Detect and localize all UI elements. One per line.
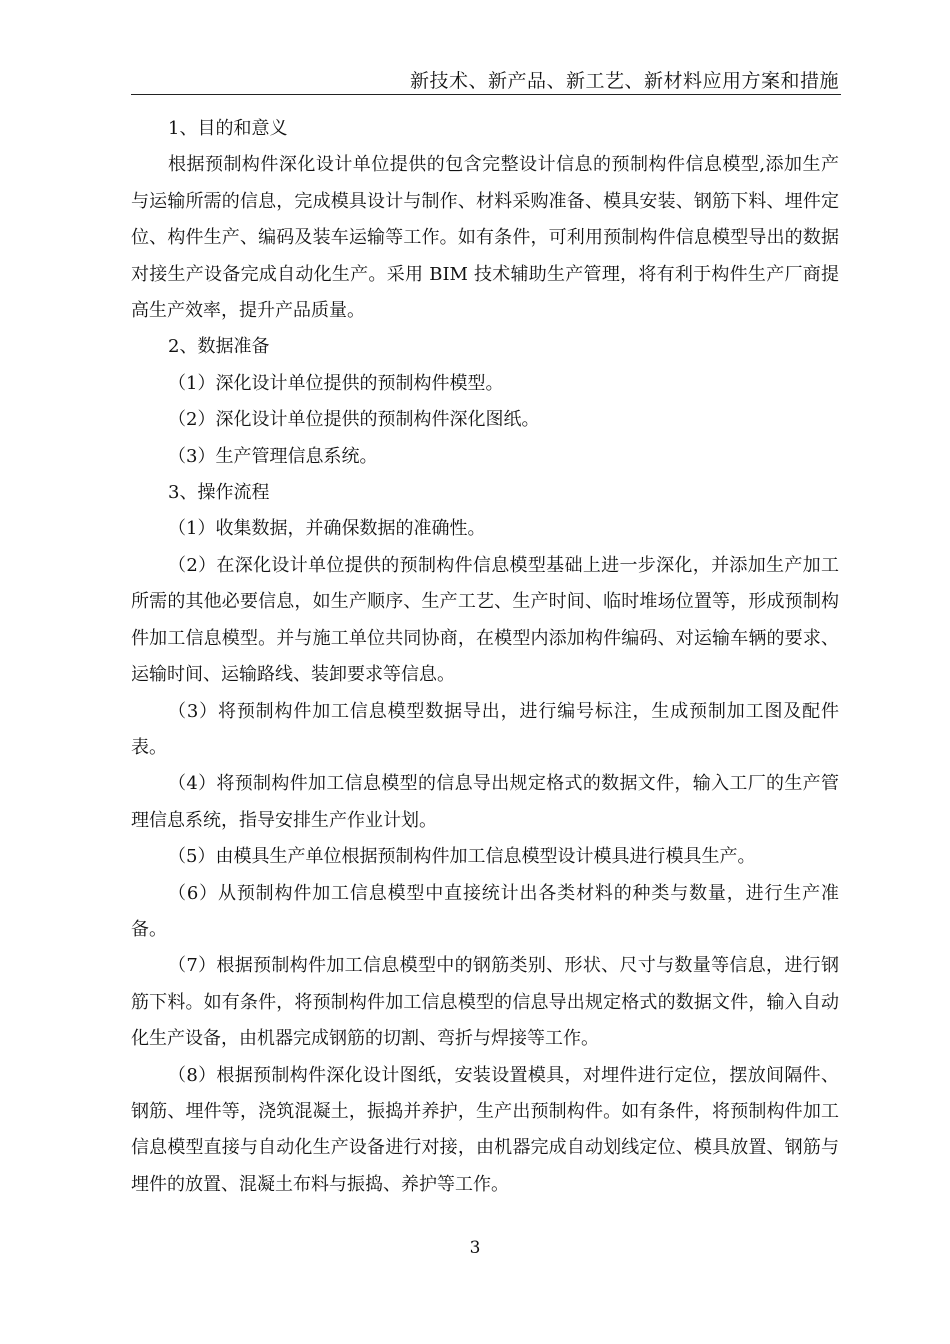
running-header: 新技术、新产品、新工艺、新材料应用方案和措施 <box>409 70 839 92</box>
page-number: 3 <box>469 1238 481 1258</box>
header-divider <box>131 94 841 95</box>
paragraph: 根据预制构件深化设计单位提供的包含完整设计信息的预制构件信息模型,添加生产与运输所需的信息，完成模具设计与制作、材料采购准备、模具安装、钢筋下料、埋件定位、构件生产、编码及装车运输等工作。如有条件，可利用预制构件信息模型导出的数据对接生产设备完成自动化生产。采用 BIM 技术辅助生产管理，将有利于构件生产厂商提高生产效率，提升产品质量。 <box>131 154 839 322</box>
list-item: （1）深化设计单位提供的预制构件模型。 <box>168 372 504 394</box>
list-item: （1）收集数据，并确保数据的准确性。 <box>168 518 486 540</box>
list-item: （2）深化设计单位提供的预制构件深化图纸。 <box>168 409 540 431</box>
list-item: （4）将预制构件加工信息模型的信息导出规定格式的数据文件，输入工厂的生产管理信息系统，指导安排生产作业计划。 <box>131 773 839 831</box>
list-item: （3）生产管理信息系统。 <box>168 445 378 467</box>
section-heading: 1、目的和意义 <box>168 118 288 139</box>
list-item: （2）在深化设计单位提供的预制构件信息模型基础上进一步深化，并添加生产加工所需的其他必要信息，如生产顺序、生产工艺、生产时间、临时堆场位置等，形成预制构件加工信息模型。并与施工单位共同协商，在模型内添加构件编码、对运输车辆的要求、运输时间、运输路线、装卸要求等信息。 <box>131 554 839 686</box>
list-item: （6）从预制构件加工信息模型中直接统计出各类材料的种类与数量，进行生产准备。 <box>131 882 839 940</box>
list-item: （3）将预制构件加工信息模型数据导出，进行编号标注，生成预制加工图及配件表。 <box>131 700 839 758</box>
list-item: （7）根据预制构件加工信息模型中的钢筋类别、形状、尺寸与数量等信息，进行钢筋下料。如有条件，将预制构件加工信息模型的信息导出规定格式的数据文件，输入自动化生产设备，由机器完成钢筋的切割、弯折与焊接等工作。 <box>131 955 839 1050</box>
section-heading: 2、数据准备 <box>168 336 270 358</box>
section-heading: 3、操作流程 <box>168 482 270 504</box>
list-item: （5）由模具生产单位根据预制构件加工信息模型设计模具进行模具生产。 <box>168 846 756 868</box>
document-body <box>131 111 839 1203</box>
list-item: （8）根据预制构件深化设计图纸，安装设置模具，对埋件进行定位，摆放间隔件、钢筋、埋件等，浇筑混凝土，振捣并养护，生产出预制构件。如有条件，将预制构件加工信息模型直接与自动化生产设备进行对接，由机器完成自动划线定位、模具放置、钢筋与埋件的放置、混凝土布料与振捣、养护等工作。 <box>131 1064 839 1195</box>
